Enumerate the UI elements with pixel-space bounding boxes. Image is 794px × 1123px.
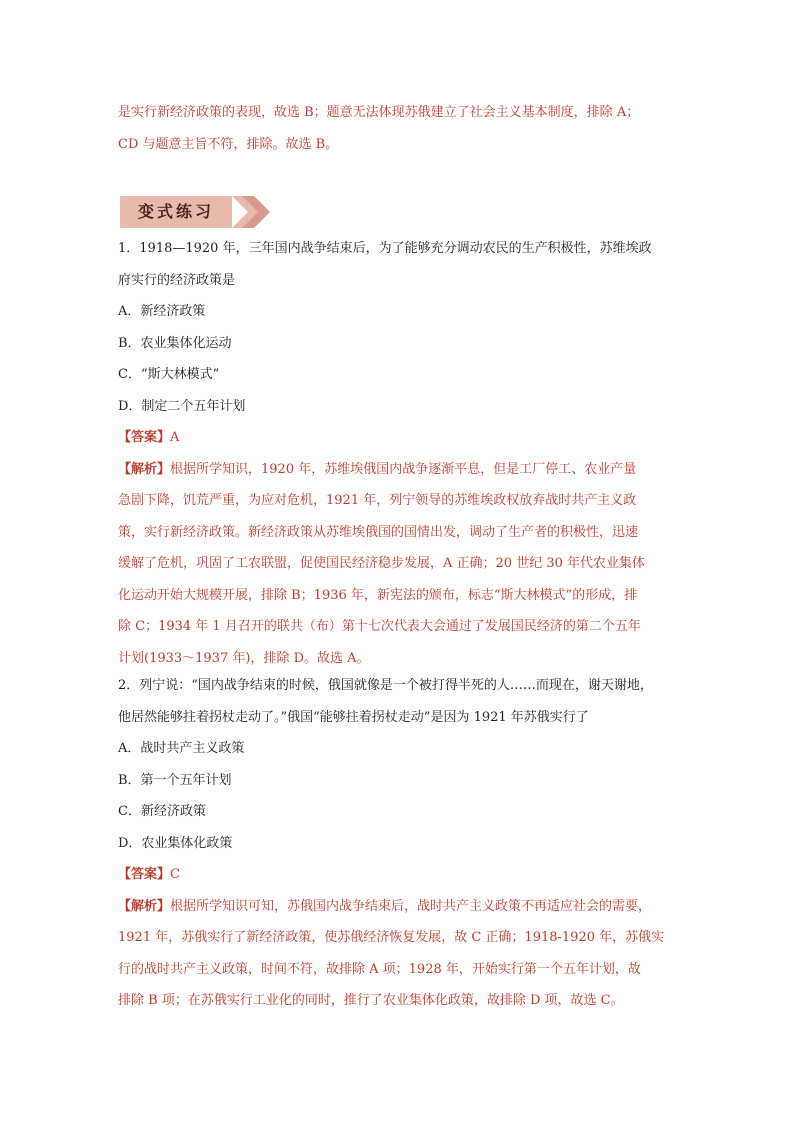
q2-answer bbox=[118, 859, 678, 891]
q2-stem-line-1: 2．列宁说：“国内战争结束的时候，俄国就像是一个被打得半死的人……而现在，谢天谢地， bbox=[118, 678, 653, 693]
q1-option-c: C．“斯大林模式” bbox=[118, 367, 220, 382]
q1-stem-line-2: 府实行的经济政策是 bbox=[118, 272, 236, 288]
q1-analysis-line-7: 计划(1933～1937 年)，排除 D。故选 A。 bbox=[118, 650, 370, 666]
q1-option-d: D．制定二个五年计划 bbox=[118, 398, 246, 414]
q1-answer bbox=[118, 422, 678, 454]
q1-analysis-line-1: 【解析】根据所学知识，1920 年，苏维埃俄国内战争逐渐平息，但是工厂停工、农业产量 bbox=[118, 461, 637, 477]
q1-option-b: B．农业集体化运动 bbox=[118, 335, 232, 351]
q1-answer-tag: 【答案】 bbox=[118, 430, 171, 445]
q2-analysis-line-1: 【解析】根据所学知识可知，苏俄国内战争结束后，战时共产主义政策不再适应社会的需要， bbox=[118, 898, 652, 914]
q2-analysis-line-4: 排除 B 项；在苏俄实行工业化的同时，推行了农业集体化政策，故排除 D 项，故选 C。 bbox=[118, 993, 624, 1008]
q2-option-a: A．战时共产主义政策 bbox=[118, 741, 245, 756]
intro-paragraph bbox=[118, 97, 678, 160]
banner-chevron-icon bbox=[120, 196, 270, 228]
q1-analysis-tag: 【解析】 bbox=[118, 461, 171, 477]
q2-answer-tag: 【答案】 bbox=[118, 867, 171, 882]
q1-stem-line-1: 1．1918—1920 年，三年国内战争结束后，为了能够充分调动农民的生产积极性，苏维埃政 bbox=[118, 241, 652, 256]
q2-option-d: D．农业集体化政策 bbox=[118, 835, 233, 851]
q2-analysis-line-2: 1921 年，苏俄实行了新经济政策，使苏俄经济恢复发展，故 C 正确；1918-1920 年，苏俄实 bbox=[118, 930, 665, 945]
question-1 bbox=[118, 233, 678, 674]
q1-answer-value: A bbox=[170, 430, 180, 445]
q2-analysis-line-3: 行的战时共产主义政策，时间不符，故排除 A 项；1928 年，开始实行第一个五年计划，故 bbox=[118, 961, 641, 977]
q2-stem-line-2: 他居然能够拄着拐杖走动了。”俄国“能够拄着拐杖走动”是因为 1921 年苏俄实行了 bbox=[118, 709, 589, 725]
q2-answer-value: C bbox=[170, 867, 180, 882]
q1-analysis-line-2: 急剧下降，饥荒严重，为应对危机，1921 年，列宁领导的苏维埃政权放弃战时共产主义政 bbox=[118, 493, 637, 508]
q1-analysis-line-6: 除 C；1934 年 1 月召开的联共（布）第十七次代表大会通过了发展国民经济的第二个五年 bbox=[118, 619, 641, 634]
section-title: 变式练习 bbox=[120, 196, 232, 228]
section-banner bbox=[120, 196, 270, 228]
q1-option-a: A．新经济政策 bbox=[118, 304, 206, 319]
q2-option-b: B．第一个五年计划 bbox=[118, 772, 232, 788]
intro-line-1: 是实行新经济政策的表现，故选 B；题意无法体现苏俄建立了社会主义基本制度，排除 A； bbox=[118, 105, 640, 120]
question-2 bbox=[118, 670, 678, 1017]
intro-line-2: CD 与题意主旨不符，排除。故选 B。 bbox=[118, 136, 339, 152]
q1-analysis-line-4: 缓解了危机，巩固了工农联盟，促使国民经济稳步发展，A 正确；20 世纪 30 年代农业集体 bbox=[118, 556, 646, 571]
q2-option-c: C．新经济政策 bbox=[118, 804, 206, 819]
q1-analysis-line-5: 化运动开始大规模开展，排除 B；1936 年，新宪法的颁布，标志“斯大林模式”的形成，排 bbox=[118, 587, 638, 603]
q1-analysis-line-3: 策，实行新经济政策。新经济政策从苏维埃俄国的国情出发，调动了生产者的积极性，迅速 bbox=[118, 524, 639, 540]
q2-analysis-tag: 【解析】 bbox=[118, 898, 171, 914]
